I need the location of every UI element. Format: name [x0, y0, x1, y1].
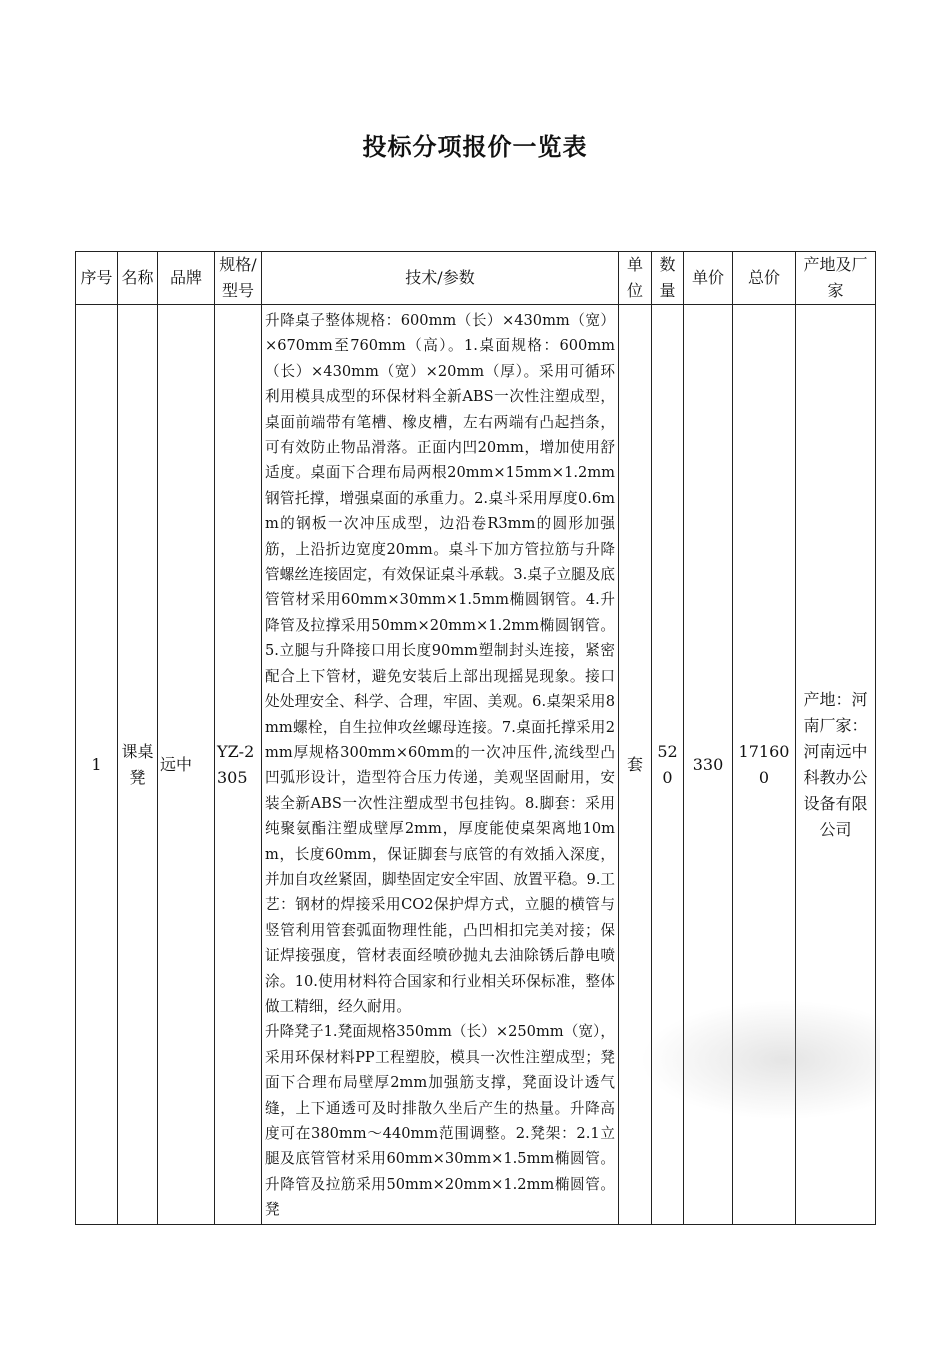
cell-name: 课桌凳 [118, 305, 158, 1225]
cell-total: 171600 [733, 305, 796, 1225]
cell-tech [262, 305, 619, 1225]
header-qty: 数量 [652, 252, 684, 305]
header-price: 单价 [684, 252, 733, 305]
cell-seq: 1 [76, 305, 118, 1225]
cell-model: YZ-2305 [215, 305, 262, 1225]
header-total: 总价 [733, 252, 796, 305]
header-unit: 单位 [619, 252, 652, 305]
quotation-table [75, 251, 876, 1225]
header-model: 规格/型号 [215, 252, 262, 305]
cell-price: 330 [684, 305, 733, 1225]
table-row [76, 305, 876, 1225]
tech-stool-paragraph: 升降凳子1.凳面规格350mm（长）×250mm（宽），采用环保材料PP工程塑胶，模具一次性注塑成型；凳面下合理布局壁厚2mm加强筋支撑，凳面设计透气缝，上下通透可及时排散久坐后产生的热量。升降高度可在380mm～440mm范围调整。2.凳架：2.1立腿及底管管材采用60mm×30mm×1.5mm椭圆管。升降管及拉筋采用50mm×20mm×1.2mm椭圆管。凳 [265, 1023, 615, 1219]
cell-unit: 套 [619, 305, 652, 1225]
header-seq: 序号 [76, 252, 118, 305]
tech-desk-paragraph: 升降桌子整体规格：600mm（长）×430mm（宽）×670mm至760mm（高）。1.桌面规格：600mm（长）×430mm（宽）×20mm（厚）。采用可循环利用模具成型的环保材料全新ABS一次性注塑成型，桌面前端带有笔槽、橡皮槽，左右两端有凸起挡条，可有效防止物品滑落。正面内凹20mm，增加使用舒适度。桌面下合理布局两根20mm×15mm×1.2mm钢管托撑，增强桌面的承重力。2.桌斗采用厚度0.6mm的钢板一次冲压成型，边沿卷R3mm的圆形加强筋，上沿折边宽度20mm。桌斗下加方管拉筋与升降管螺丝连接固定，有效保证桌斗承载。3.桌子立腿及底管管材采用60mm×30mm×1.5mm椭圆钢管。4.升降管及拉撑采用50mm×20mm×1.2mm椭圆钢管。5.立腿与升降接口用长度90mm塑制封头连接，紧密配合上下管材，避免安装后上部出现摇晃现象。接口处处理安全、科学、合理，牢固、美观。6.桌架采用8mm螺栓，自生拉伸攻丝螺母连接。7.桌面托撑采用2mm厚规格300mm×60mm的一次冲压件,流线型凸凹弧形设计，造型符合压力传递，美观坚固耐用，安装全新ABS一次性注塑成型书包挂钩。8.脚套：采用纯聚氨酯注塑成壁厚2mm，厚度能使桌架离地10mm，长度60mm，保证脚套与底管的有效插入深度，并加自攻丝紧固，脚垫固定安全牢固、放置平稳。9.工艺：钢材的焊接采用CO2保护焊方式，立腿的横管与竖管利用管套弧面物理性能，凸凹相扣完美对接；保证焊接强度，管材表面经喷砂抛丸去油除锈后静电喷涂。10.使用材料符合国家和行业相关环保标准，整体做工精细，经久耐用。 [265, 312, 615, 1015]
header-origin: 产地及厂家 [796, 252, 876, 305]
header-name: 名称 [118, 252, 158, 305]
table-header-row [76, 252, 876, 305]
page-title: 投标分项报价一览表 [362, 132, 588, 161]
cell-brand: 远中 [158, 305, 215, 1225]
cell-qty: 520 [652, 305, 684, 1225]
header-brand: 品牌 [158, 252, 215, 305]
header-tech: 技术/参数 [262, 252, 619, 305]
cell-origin: 产地：河南厂家：河南远中科教办公设备有限公司 [796, 305, 876, 1225]
